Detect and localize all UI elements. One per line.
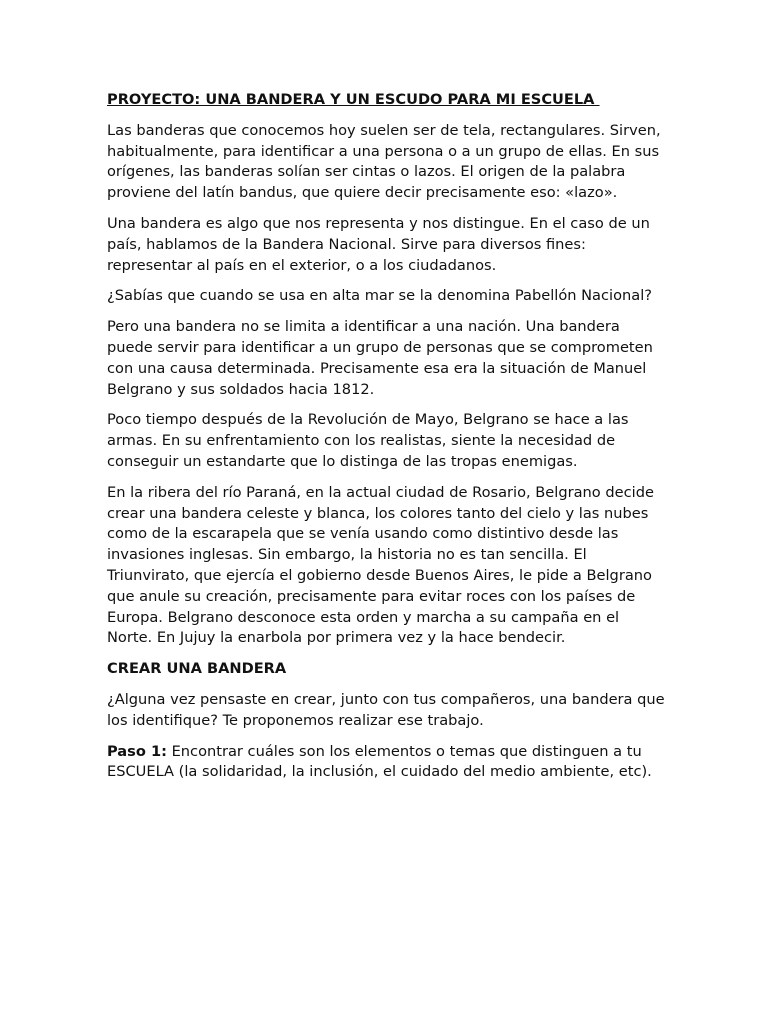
paragraph-pregunta: ¿Alguna vez pensaste en crear, junto con tus compañeros, una bandera que los identifique? Te proponemos realizar ese trabajo.	[107, 690, 665, 729]
paragraph-bandera-nacional: Una bandera es algo que nos representa y nos distingue. En el caso de un país, hablamos de la Bandera Nacional. Sirve para diversos fines: representar al país en el exterior, o a los ciudadanos.	[107, 214, 650, 274]
step-1-label: Paso 1:	[107, 742, 167, 760]
step-1-text: Encontrar cuáles son los elementos o temas que distinguen a tu ESCUELA (la solidaridad, la inclusión, el cuidado del medio ambiente, etc).	[107, 742, 652, 781]
document-title: PROYECTO: UNA BANDERA Y UN ESCUDO PARA MI ESCUELA	[107, 91, 600, 108]
document-page	[107, 90, 667, 793]
paragraph-rio-parana: En la ribera del río Paraná, en la actual ciudad de Rosario, Belgrano decide crear una bandera celeste y blanca, los colores tanto del cielo y las nubes como de la escarapela que se venía usando como distintivo desde las invasiones inglesas. Sin embargo, la historia no es tan sencilla. El Triunvirato, que ejercía el gobierno desde Buenos Aires, le pide a Belgrano que anule su creación, precisamente para evitar roces con los países de Europa. Belgrano desconoce esta orden y marcha a su campaña en el Norte. En Jujuy la enarbola por primera vez y la hace bendecir.	[107, 483, 654, 647]
step-1-paragraph	[107, 742, 667, 784]
section-heading: CREAR UNA BANDERA	[107, 660, 287, 678]
paragraph-origen-banderas: Las banderas que conocemos hoy suelen ser de tela, rectangulares. Sirven, habitualmente, para identificar a una persona o a un grupo de ellas. En sus orígenes, las banderas solían ser cintas o lazos. El origen de la palabra proviene del latín bandus, que quiere decir precisamente eso: «lazo».	[107, 121, 661, 202]
paragraph-revolucion-mayo: Poco tiempo después de la Revolución de Mayo, Belgrano se hace a las armas. En su enfrentamiento con los realistas, siente la necesidad de conseguir un estandarte que lo distinga de las tropas enemigas.	[107, 411, 629, 470]
paragraph-pabellon-nacional: ¿Sabías que cuando se usa en alta mar se la denomina Pabellón Nacional?	[107, 287, 652, 305]
paragraph-grupo-personas: Pero una bandera no se limita a identificar a una nación. Una bandera puede servir para identificar a un grupo de personas que se comprometen con una causa determinada. Precisamente esa era la situación de Manuel Belgrano y sus soldados hacia 1812.	[107, 318, 653, 398]
